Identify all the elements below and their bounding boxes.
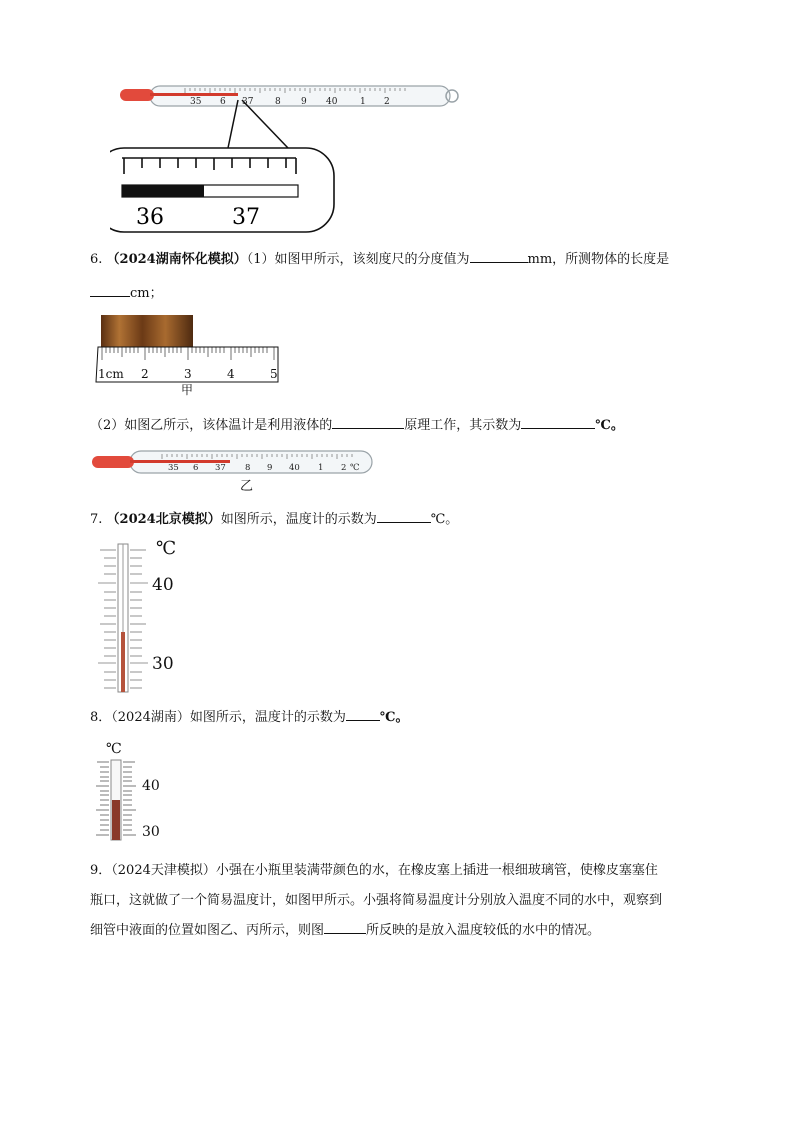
thermometer-yi-caption: 乙 — [240, 479, 254, 494]
q8-text-b: ℃。 — [379, 710, 409, 725]
q7-label-bottom: 30 — [152, 654, 174, 674]
q9-line1 — [90, 856, 710, 886]
tick-label: 40 — [326, 97, 338, 107]
thermometer-q8-figure — [92, 738, 172, 842]
tick-label: 37 — [242, 97, 254, 107]
q7-unit: ℃ — [156, 538, 177, 559]
thermometer-q7-figure — [92, 536, 192, 694]
q9-source: （2024天津模拟） — [111, 863, 216, 878]
q7-number: 7. — [90, 512, 103, 527]
zoom-label-left: 36 — [136, 205, 164, 230]
ruler-label: 5 — [270, 367, 278, 381]
q9-blank[interactable] — [324, 919, 366, 934]
thermometer-yi-figure — [90, 448, 380, 494]
ruler-caption: 甲 — [181, 383, 194, 397]
tick-label: 37 — [215, 463, 226, 473]
ruler-label: 3 — [184, 367, 192, 381]
q6-blank-1[interactable] — [470, 248, 528, 263]
zoom-label-right: 37 — [232, 205, 260, 230]
tick-label: 6 — [193, 463, 199, 473]
q8-label-top: 40 — [142, 778, 160, 794]
q9-line2: 瓶口，这就做了一个简易温度计，如图甲所示。小强将简易温度计分别放入温度不同的水中，观察到 — [90, 893, 663, 908]
q8-liquid-column — [112, 800, 120, 840]
q8-blank[interactable] — [346, 706, 380, 721]
q6-blank-4[interactable] — [521, 414, 595, 429]
tick-label: 40 — [289, 463, 300, 473]
tick-label: 6 — [220, 97, 226, 107]
q9-number: 9． — [90, 863, 112, 878]
q9-paragraph — [90, 856, 710, 946]
q8-unit: ℃ — [106, 741, 122, 757]
top-thermometer-figure — [110, 78, 470, 238]
tick-label: 35 — [190, 97, 202, 107]
q7-blank[interactable] — [377, 508, 431, 523]
q8-label-bottom: 30 — [142, 824, 160, 840]
measured-object — [101, 315, 193, 347]
tick-label: 8 — [245, 463, 251, 473]
ruler-figure — [92, 312, 284, 398]
q6-line1 — [90, 248, 669, 270]
thermometer-bulb — [92, 456, 134, 468]
q6-blank-2[interactable] — [90, 282, 130, 297]
mercury-column — [150, 93, 238, 96]
tick-unit: ℃ — [350, 463, 360, 473]
ruler-label: 4 — [227, 367, 235, 381]
q8-line — [90, 706, 408, 728]
q7-line — [90, 508, 458, 530]
q7-text-a: 如图所示，温度计的示数为 — [220, 512, 377, 527]
tick-label: 9 — [267, 463, 273, 473]
q6-source: （2024湖南怀化模拟） — [106, 252, 247, 267]
q7-source: （2024北京模拟） — [106, 512, 221, 527]
q9-line3 — [90, 916, 710, 946]
q6-line3 — [90, 414, 624, 436]
q6-number: 6. — [90, 252, 103, 267]
tick-label: 9 — [301, 97, 307, 107]
q6-part2-text-b: 原理工作，其示数为 — [404, 418, 522, 433]
q7-text-b: ℃。 — [430, 512, 459, 527]
zoom-mercury — [122, 185, 204, 197]
tick-label: 2 — [384, 97, 390, 107]
tick-label: 35 — [168, 463, 179, 473]
q9-line3-text-b: 所反映的是放入温度较低的水中的情况。 — [366, 923, 601, 938]
q6-part2-text-a: （2）如图乙所示，该体温计是利用液体的 — [90, 418, 333, 433]
q8-text-a: 如图所示，温度计的示数为 — [189, 710, 346, 725]
tick-label: 8 — [275, 97, 281, 107]
q8-number: 8． — [90, 710, 112, 725]
q6-part1-text-b: mm，所测物体的长度是 — [527, 252, 670, 267]
q6-part2-text-c: ℃。 — [595, 418, 624, 433]
q6-part1-text-a: （1）如图甲所示，该刻度尺的分度值为 — [246, 252, 470, 267]
tick-label: 1 — [360, 97, 366, 107]
q6-part1-text-c: cm； — [130, 286, 163, 301]
q6-blank-3[interactable] — [332, 414, 404, 429]
q7-liquid-column — [121, 632, 125, 692]
ruler-label: 1cm — [98, 367, 124, 381]
tick-label: 2 — [341, 463, 347, 473]
tick-label: 1 — [318, 463, 324, 473]
q7-label-top: 40 — [152, 575, 174, 595]
q6-line2 — [90, 282, 163, 304]
q8-source: （2024湖南） — [111, 710, 190, 725]
ruler-label: 2 — [141, 367, 149, 381]
q9-line1-text: 小强在小瓶里装满带颜色的水，在橡皮塞上插进一根细玻璃管，使橡皮塞塞住 — [215, 863, 658, 878]
thermometer-bulb — [120, 89, 154, 101]
q9-line3-text-a: 细管中液面的位置如图乙、丙所示，则图 — [90, 923, 325, 938]
